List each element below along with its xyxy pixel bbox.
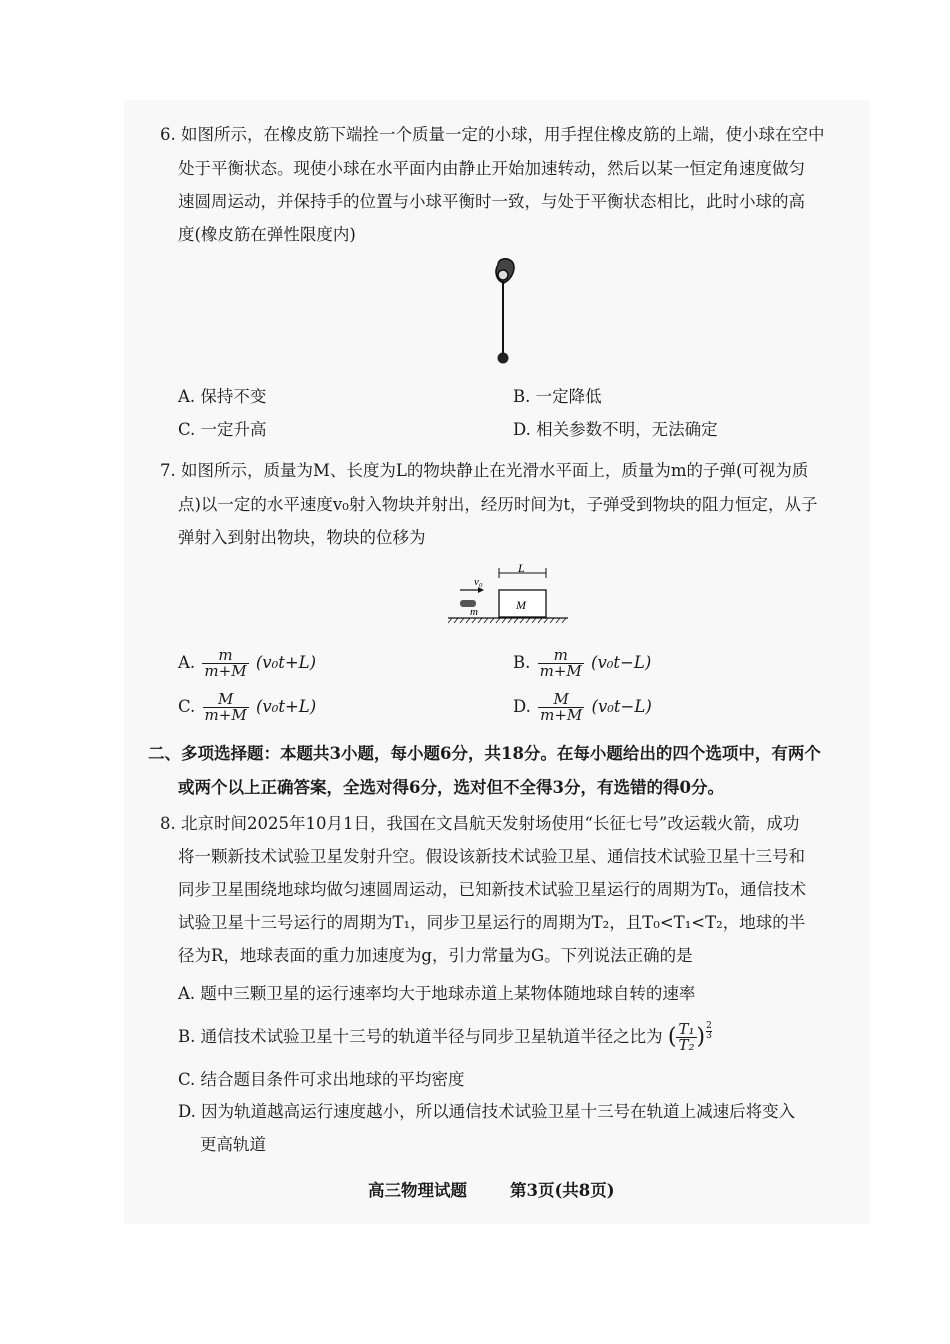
q6-option-c: C. 一定升高 bbox=[178, 420, 267, 439]
q8-stem-line-5: 径为R，地球表面的重力加速度为g，引力常量为G。下列说法正确的是 bbox=[178, 946, 693, 965]
q8-stem-line-4: 试验卫星十三号运行的周期为T₁，同步卫星运行的周期为T₂，且T₀<T₁<T₂，地球的半 bbox=[178, 913, 806, 932]
q7-option-c: C. $\frac{M}{m+M}$ (v₀t+L) bbox=[178, 690, 317, 724]
q6-stem-line-4: 度(橡皮筋在弹性限度内) bbox=[178, 225, 356, 244]
q7-option-b: B. $\frac{m}{m+M}$ (v₀t−L) bbox=[513, 646, 652, 680]
block-mass-label: M bbox=[516, 598, 526, 612]
q8-option-b: B. 通信技术试验卫星十三号的轨道半径与同步卫星轨道半径之比为 ( $\frac{\text{T₁}}{\text{T₂}}$ ) $\frac{2}{3}$ bbox=[178, 1020, 712, 1054]
ball bbox=[498, 353, 509, 364]
q7-stem-line-3: 弹射入到射出物块，物块的位移为 bbox=[178, 528, 426, 547]
q7-block-bullet-figure bbox=[448, 562, 568, 627]
q7-stem-line-2: 点)以一定的水平速度v₀射入物块并射出，经历时间为t，子弹受到物块的阻力恒定，从子 bbox=[178, 495, 818, 514]
q8-option-d-line-2: 更高轨道 bbox=[200, 1135, 266, 1154]
bullet-mass-label: m bbox=[470, 606, 478, 618]
q8-stem-line-3: 同步卫星围绕地球均做匀速圆周运动，已知新技术试验卫星运行的周期为T₀，通信技术 bbox=[178, 880, 807, 899]
q7-option-d: D. $\frac{M}{m+M}$ (v₀t−L) bbox=[513, 690, 652, 724]
q8-stem-line-2: 将一颗新技术试验卫星发射升空。假设该新技术试验卫星、通信技术试验卫星十三号和 bbox=[178, 847, 805, 866]
q6-stem-line-2: 处于平衡状态。现使小球在水平面内由静止开始加速转动，然后以某一恒定角速度做匀 bbox=[178, 159, 805, 178]
footer-subject: 高三物理试题 bbox=[368, 1181, 467, 1200]
q7-option-a: A. $\frac{m}{m+M}$ (v₀t+L) bbox=[178, 646, 317, 680]
q6-rubber-band-figure bbox=[480, 255, 530, 370]
q6-option-d: D. 相关参数不明，无法确定 bbox=[513, 420, 718, 439]
q8-stem-line-1: 8. 北京时间2025年10月1日，我国在文昌航天发射场使用“长征七号”改运载火箭，成功 bbox=[160, 814, 800, 833]
q6-option-b: B. 一定降低 bbox=[513, 387, 602, 406]
v0-label: v₀ bbox=[474, 576, 483, 588]
q6-stem-line-1: 6. 如图所示，在橡皮筋下端拴一个质量一定的小球，用手捏住橡皮筋的上端，使小球在空中 bbox=[160, 125, 825, 144]
q7-stem-line-1: 7. 如图所示，质量为M、长度为L的物块静止在光滑水平面上，质量为m的子弹(可视为质 bbox=[160, 461, 809, 480]
footer-page-number: 第3页(共8页) bbox=[510, 1181, 615, 1200]
q8-option-c: C. 结合题目条件可求出地球的平均密度 bbox=[178, 1070, 465, 1089]
q8-option-a: A. 题中三颗卫星的运行速率均大于地球赤道上某物体随地球自转的速率 bbox=[178, 984, 696, 1003]
length-label: L bbox=[518, 562, 525, 575]
q6-stem-line-3: 速圆周运动，并保持手的位置与小球平衡时一致，与处于平衡状态相比，此时小球的高 bbox=[178, 192, 805, 211]
section-2-heading: 二、多项选择题：本题共3小题，每小题6分，共18分。在每小题给出的四个选项中，有两个 bbox=[148, 744, 821, 763]
q8-option-d-line-1: D. 因为轨道越高运行速度越小，所以通信技术试验卫星十三号在轨道上减速后将变入 bbox=[178, 1102, 796, 1121]
q6-option-a: A. 保持不变 bbox=[178, 387, 267, 406]
section-2-instructions: 或两个以上正确答案，全选对得6分，选对但不全得3分，有选错的得0分。 bbox=[178, 778, 724, 797]
